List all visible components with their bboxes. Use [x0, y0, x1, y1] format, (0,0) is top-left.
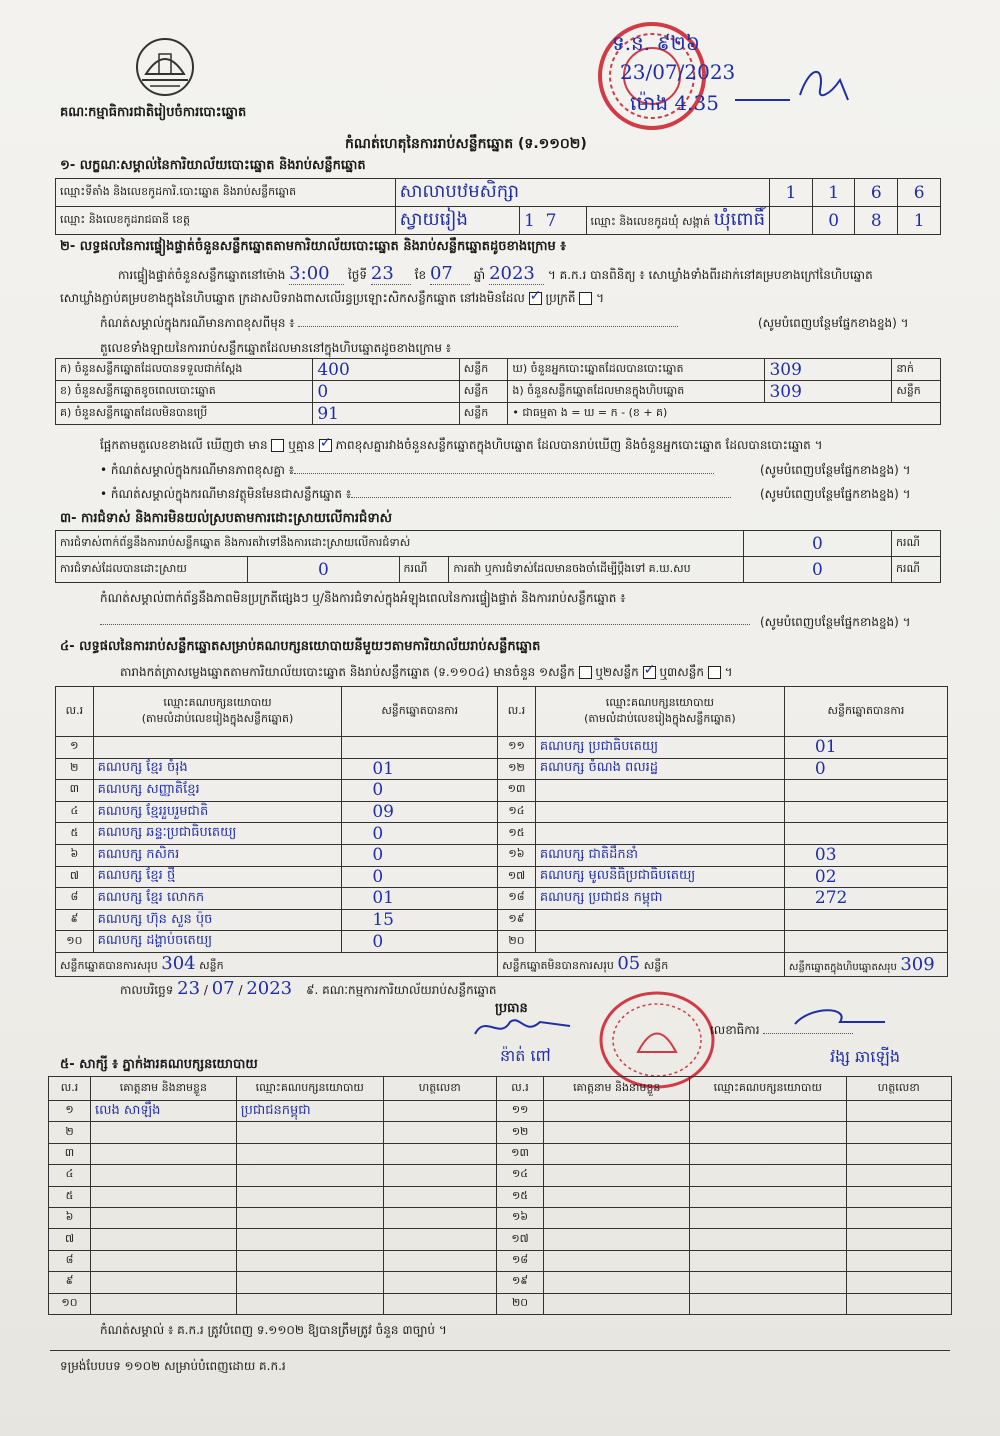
location-code-1[interactable]: 1 — [770, 179, 813, 207]
witness-signature[interactable] — [383, 1229, 496, 1250]
party-votes[interactable]: 0 — [342, 931, 498, 953]
compare-line: ផ្អែកតាមតួលេខខាងលើ ឃើញថា មាន ឬគ្មាន ✓ ភាពខុសគ្នារវាងចំនួនសន្លឹកឆ្នោតក្នុងហិបឆ្នោត ដែលបានរាប់ឃើញ និងចំនួនអ្នកបោះឆ្នោត ដែលបានបោះឆ្នោត ។ — [100, 437, 823, 455]
witness-table: ល.រ គោត្តនាម និងនាមខ្លួន ឈ្មោះគណបក្សនយោបាយ ហត្ថលេខា ល.រ គោត្តនាម និងនាមខ្លួន ឈ្មោះគណបក្សនយោបាយ ហត្ថលេខា ១ លេង សាឡឹង ប្រជាជនកម្ពុជា ១១ ២ ១២ ៣ ១៣ ៤ ១៤ ៥ ១៥ ៦ ១៦ ៧ ១៧ ៨ ១៨ ៩ ១៩ ១០ ២០ — [48, 1076, 952, 1315]
witness-party[interactable] — [690, 1207, 846, 1228]
witness-party[interactable] — [690, 1101, 846, 1122]
witness-party[interactable] — [690, 1250, 846, 1271]
province-label: ឈ្មោះ និងលេខកូដរាជធានី ខេត្ត — [56, 207, 396, 235]
commune-code-1[interactable]: 0 — [812, 207, 855, 235]
footer-rule — [50, 1350, 950, 1351]
count-row: ក) ចំនួនសន្លឹកឆ្នោតដែលបានទទួលជាក់ស្តែង 400 សន្លឹក ឃ) ចំនួនអ្នកបោះឆ្នោតដែលបានបោះឆ្នោត 309 នាក់ — [56, 359, 941, 381]
witness-name[interactable] — [90, 1207, 236, 1228]
party-name[interactable]: គណបក្ស ប្រជាធិបតេយ្យ — [535, 737, 784, 759]
witness-name[interactable] — [90, 1143, 236, 1164]
party-name[interactable]: គណបក្ស ជាតិដឹកនាំ — [535, 844, 784, 866]
row-number: ១៤ — [498, 801, 536, 823]
row-number: ៦ — [49, 1207, 91, 1228]
party-votes[interactable] — [784, 909, 947, 931]
party-name[interactable]: គណបក្ស ខ្មែរ ថ្មី — [93, 866, 342, 888]
witness-row — [49, 1101, 952, 1122]
witness-name[interactable] — [544, 1293, 690, 1314]
footer-text: ទម្រង់បែបបទ ១១០២ សម្រាប់បំពេញដោយ គ.ក.រ — [60, 1359, 286, 1373]
witness-signature[interactable] — [383, 1293, 496, 1314]
witness-party[interactable] — [690, 1272, 846, 1293]
witness-name[interactable] — [544, 1143, 690, 1164]
row-number: ១៨ — [496, 1250, 544, 1271]
foreign-object-bullet: • កំណត់សម្គាល់ក្នុងករណីមានវត្ថុមិនមែនជាសន្លឹកឆ្នោត ៖ — [100, 486, 731, 504]
witness-party[interactable] — [690, 1165, 846, 1186]
row-number: ៧ — [49, 1229, 91, 1250]
witness-row — [49, 1229, 952, 1250]
section1-table — [55, 178, 941, 235]
has-difference-checkbox[interactable] — [271, 439, 284, 452]
party-name[interactable]: គណបក្ស មូលនិធិប្រជាធិបតេយ្យ — [535, 866, 784, 888]
row-number: ១ — [56, 737, 94, 759]
count-row: ខ) ចំនួនសន្លឹកឆ្នោតខូចពេលបោះឆ្នោត 0 សន្លឹក ង) ចំនួនសន្លឹកឆ្នោតដែលមានក្នុងហិបឆ្នោត 309 សន្លឹក — [56, 381, 941, 403]
chair-signature — [470, 1012, 580, 1042]
witness-signature[interactable] — [383, 1122, 496, 1143]
party-row — [56, 801, 948, 823]
result-intro: តួលេខទាំងឡាយនៃការរាប់សន្លឹកឆ្នោតដែលមាននៅក្នុងហិបឆ្នោតដូចខាងក្រោម ៖ — [100, 341, 452, 355]
row-number: ៣ — [49, 1143, 91, 1164]
witness-name[interactable]: លេង សាឡឹង — [90, 1101, 236, 1122]
verification-line1: ការផ្ទៀងផ្ទាត់ចំនួនសន្លឹកឆ្នោតនៅម៉ោង 3:00 ថ្ងៃទី 23 ខែ 07 ឆ្នាំ 2023 ។ គ.ក.រ បានពិនិត្យ ៖ សោឃ្លាំងទាំងពីរដាក់នៅគម្របខាងក្រៅនៃហិបឆ្នោត — [118, 263, 873, 284]
witness-party[interactable] — [690, 1186, 846, 1207]
party-row — [56, 780, 948, 802]
commune-code-3[interactable]: 1 — [898, 207, 941, 235]
fill-hint-3: (សូមបំពេញបន្ថែមផ្នែកខាងខ្នង) ។ — [760, 487, 911, 501]
party-votes[interactable]: 01 — [342, 758, 498, 780]
party-votes[interactable]: 03 — [784, 844, 947, 866]
seal-damaged-checkbox[interactable] — [579, 292, 592, 305]
secretary-signature — [790, 1002, 890, 1032]
row-number: ១២ — [496, 1122, 544, 1143]
party-name[interactable]: គណបក្ស ហ៊ុន សួន ប៉ុច — [93, 909, 342, 931]
row-number: ៤ — [49, 1165, 91, 1186]
witness-signature[interactable] — [383, 1143, 496, 1164]
row-number: ១១ — [498, 737, 536, 759]
row-number: ៥ — [49, 1186, 91, 1207]
party-votes[interactable] — [784, 780, 947, 802]
signoff-date: កាលបរិច្ឆេទ 23 / 07 / 2023 ៩. គណៈកម្មការការិយាល័យរាប់សន្លឹកឆ្នោត — [120, 978, 497, 999]
location-value[interactable]: សាលាបឋមសិក្សា — [395, 179, 769, 207]
witness-signature[interactable] — [846, 1207, 951, 1228]
row-number: ៤ — [56, 801, 94, 823]
commune-label: ឈ្មោះ និងលេខកូដឃុំ សង្កាត់ — [590, 215, 711, 228]
count-table — [55, 358, 941, 425]
row-number: ១៩ — [496, 1272, 544, 1293]
party-votes[interactable]: 15 — [342, 909, 498, 931]
witness-party[interactable] — [236, 1165, 383, 1186]
resolved-count[interactable]: 0 — [248, 557, 399, 583]
location-label: ឈ្មោះទីតាំង និងលេខកូដការិ.បោះឆ្នោត និងរាប់សន្លឹកឆ្នោត — [56, 179, 396, 207]
commune-value[interactable]: ឃុំពោធិ៍ — [713, 209, 765, 230]
party-name[interactable]: គណបក្ស ខ្មែរ លោកក — [93, 888, 342, 910]
party-votes[interactable]: 02 — [784, 866, 947, 888]
one-sheet-checkbox[interactable] — [579, 666, 592, 679]
row-number: ១៦ — [496, 1207, 544, 1228]
party-votes[interactable] — [784, 801, 947, 823]
province-value[interactable]: ស្វាយរៀង — [395, 207, 519, 235]
row-number: ២ — [49, 1122, 91, 1143]
chair-name: ន៉ាត់ ពៅ — [500, 1046, 551, 1065]
commission-name: គណៈកម្មាធិការជាតិរៀបចំការបោះឆ្នោត — [60, 105, 247, 120]
witness-name[interactable] — [90, 1122, 236, 1143]
witness-name[interactable] — [544, 1165, 690, 1186]
row-number: ៨ — [56, 888, 94, 910]
party-votes[interactable]: 0 — [342, 823, 498, 845]
witness-row — [49, 1122, 952, 1143]
row-number: ៧ — [56, 866, 94, 888]
party-votes[interactable] — [784, 931, 947, 953]
party-row — [56, 888, 948, 910]
witness-name[interactable] — [90, 1293, 236, 1314]
box-total[interactable]: 309 — [900, 953, 935, 975]
party-name[interactable] — [535, 780, 784, 802]
witness-signature[interactable] — [383, 1101, 496, 1122]
witness-row — [49, 1186, 952, 1207]
commune-code-2[interactable]: 8 — [855, 207, 898, 235]
row-number: ១៧ — [496, 1229, 544, 1250]
row-number: ១៤ — [496, 1165, 544, 1186]
witness-party[interactable] — [236, 1143, 383, 1164]
row-number: ៥ — [56, 823, 94, 845]
party-name[interactable]: គណបក្ស ប្រជាជន កម្ពុជា — [535, 888, 784, 910]
location-code-4[interactable]: 6 — [898, 179, 941, 207]
three-sheets-checkbox[interactable] — [708, 666, 721, 679]
objections-count[interactable]: 0 — [743, 531, 891, 557]
verification-month[interactable]: 07 — [430, 263, 470, 285]
row-number: ១២ — [498, 758, 536, 780]
witness-signature[interactable] — [383, 1165, 496, 1186]
witness-signature[interactable] — [383, 1186, 496, 1207]
party-votes[interactable]: 0 — [342, 866, 498, 888]
row-number: ១៩ — [498, 909, 536, 931]
fill-hint-1: (សូមបំពេញបន្ថែមផ្នែកខាងខ្នង) ។ — [758, 316, 909, 330]
stamp-time: ម៉ោង 4.35 — [630, 91, 719, 115]
row-number: ១៦ — [498, 844, 536, 866]
party-votes[interactable]: 0 — [342, 844, 498, 866]
no-difference-checkbox[interactable] — [319, 439, 332, 452]
witness-row — [49, 1165, 952, 1186]
party-votes[interactable]: 01 — [784, 737, 947, 759]
difference-note: កំណត់សម្គាល់ក្នុងករណីមានភាពខុសពីមុន ៖ — [100, 315, 678, 333]
row-number: ៦ — [56, 844, 94, 866]
witness-signature[interactable] — [846, 1101, 951, 1122]
witness-signature[interactable] — [846, 1272, 951, 1293]
ballots-in-box[interactable]: 309 — [765, 381, 892, 403]
witness-party[interactable] — [236, 1229, 383, 1250]
verification-day[interactable]: 23 — [371, 263, 411, 285]
row-number: ១៧ — [498, 866, 536, 888]
row-number: ២ — [56, 758, 94, 780]
count-row: គ) ចំនួនសន្លឹកឆ្នោតដែលមិនបានប្រើ 91 សន្លឹក • ជាធម្មតា ង = ឃ = ក - (ខ + គ) — [56, 403, 941, 425]
party-row — [56, 737, 948, 759]
witness-row — [49, 1143, 952, 1164]
witness-signature[interactable] — [846, 1122, 951, 1143]
section5-heading: ៥- សាក្សី ៖ ភ្នាក់ងារគណបក្សនយោបាយ — [60, 1057, 258, 1072]
party-row — [56, 823, 948, 845]
official-stamp — [598, 990, 716, 1090]
party-name[interactable]: គណបក្ស សញ្ញាតិខ្មែរ — [93, 780, 342, 802]
witness-party[interactable] — [236, 1272, 383, 1293]
unused-ballots[interactable]: 91 — [313, 403, 459, 425]
witness-party[interactable] — [236, 1122, 383, 1143]
party-votes[interactable] — [342, 737, 498, 759]
row-number: ១១ — [496, 1101, 544, 1122]
party-name[interactable]: គណបក្ស កសិករ — [93, 844, 342, 866]
stamp-date: 23/07/2023 — [620, 60, 736, 84]
witness-row — [49, 1250, 952, 1271]
irregularity-note: កំណត់សម្គាល់ពាក់ព័ន្ធនឹងភាពមិនប្រក្រតីផ្សេងៗ ឬ/និងការជំទាស់ក្នុងអំឡុងពេលនៃការផ្ទៀងផ្ទាត់ និងការរាប់សន្លឹកឆ្នោត ៖ — [100, 591, 626, 605]
location-code-3[interactable]: 6 — [855, 179, 898, 207]
party-row — [56, 844, 948, 866]
row-number: ១៣ — [496, 1143, 544, 1164]
difference-bullet: • កំណត់សម្គាល់ក្នុងករណីមានភាពខុសគ្នា ៖ — [100, 462, 714, 480]
party-votes[interactable]: 09 — [342, 801, 498, 823]
witness-signature[interactable] — [383, 1272, 496, 1293]
party-votes[interactable] — [784, 823, 947, 845]
chair-label: ប្រធាន — [495, 1001, 528, 1016]
row-number: ២០ — [498, 931, 536, 953]
party-name[interactable] — [93, 737, 342, 759]
witness-signature[interactable] — [383, 1207, 496, 1228]
witness-signature[interactable] — [846, 1165, 951, 1186]
row-number: ៨ — [49, 1250, 91, 1271]
row-number: ២០ — [496, 1293, 544, 1314]
party-row — [56, 909, 948, 931]
stamp-signature — [730, 60, 860, 110]
witness-name[interactable] — [544, 1122, 690, 1143]
party-votes[interactable]: 0 — [784, 758, 947, 780]
witness-row — [49, 1272, 952, 1293]
party-name[interactable]: គណបក្ស ចំណង ពលរដ្ឋ — [535, 758, 784, 780]
party-name[interactable]: គណបក្ស ខ្មែរ ចំរុង — [93, 758, 342, 780]
row-number: ១៨ — [498, 888, 536, 910]
verification-line2: សោឃ្លាំងភ្ជាប់គម្របខាងក្នុងនៃហិបឆ្នោត ក្រដាសបិទរាងពាសលើរន្ធប្រឡោះសិកសន្លឹកឆ្នោត នៅរងមិនដែល ✓ ប្រក្រតី ។ — [60, 290, 604, 308]
witness-signature[interactable] — [383, 1250, 496, 1271]
tally-sheet-line: តារាងកត់ត្រាសម្លេងឆ្នោតតាមការិយាល័យបោះឆ្នោត និងរាប់សន្លឹកឆ្នោត (ទ.១១០៤) មានចំនួន ១សន្លឹក ឬ២សន្លឹក ✓ ឬ៣សន្លឹក ។ — [120, 664, 733, 682]
voters-voted[interactable]: 309 — [765, 359, 892, 381]
witness-party[interactable] — [690, 1122, 846, 1143]
two-sheets-checkbox[interactable] — [643, 666, 656, 679]
irregularity-dots — [100, 614, 750, 628]
secretary-label: លេខាធិការ — [710, 1022, 853, 1040]
row-number: ១៣ — [498, 780, 536, 802]
row-number: ១៥ — [496, 1186, 544, 1207]
witness-row — [49, 1293, 952, 1314]
verification-year[interactable]: 2023 — [489, 263, 544, 285]
party-votes[interactable]: 0 — [342, 780, 498, 802]
fill-hint-4: (សូមបំពេញបន្ថែមផ្នែកខាងខ្នង) ។ — [760, 615, 911, 629]
party-results-table: ល.រ ឈ្មោះគណបក្សនយោបាយ (តាមលំដាប់លេខរៀងក្នុងសន្លឹកឆ្នោត) សន្លឹកឆ្នោតបានការ ល.រ ឈ្មោះគណបក្សនយោបាយ (តាមលំដាប់លេខរៀងក្នុងសន្លឹកឆ្នោត) សន្លឹកឆ្នោតបានការ ១ ១១ គណបក្ស ប្រជាធិបតេយ្យ 01 ២ គណបក្ស ខ្មែរ ចំរុង 01 ១២ គណបក្ស ចំណង ពលរដ្ឋ 0 ៣ គណបក្ស សញ្ញាតិខ្មែរ 0 ១៣ ៤ គណបក្ស ខ្មែររួបរួមជាតិ 09 ១៤ ៥ គណបក្ស ឆន្ទៈប្រជាធិបតេយ្យ 0 ១៥ ៦ គណបក្ស កសិករ 0 ១៦ គណបក្ស ជាតិដឹកនាំ 03 ៧ គណបក្ស ខ្មែរ ថ្មី 0 ១៧ គណបក្ស មូលនិធិប្រជាធិបតេយ្យ 02 ៨ គណបក្ស ខ្មែរ លោកក 01 ១៨ គណបក្ស ប្រជាជន កម្ពុជា 272 ៩ គណបក្ស ហ៊ុន សួន ប៉ុច 15 ១៩ ១០ គណបក្ស ដង្ហាប់ចតេយ្យ 0 ២០ សន្លឹកឆ្នោតបានការសរុប 304 សន្លឹក សន្លឹកឆ្នោតមិនបានការសរុប 05 សន្លឹក សន្លឹកឆ្នោតក្នុងហិបឆ្នោតសរុប 309 — [55, 686, 948, 977]
party-votes[interactable]: 01 — [342, 888, 498, 910]
party-name[interactable] — [535, 931, 784, 953]
witness-name[interactable] — [90, 1250, 236, 1271]
section1-heading: ១- លក្ខណៈសម្គាល់នៃការិយាល័យបោះឆ្នោត និងរាប់សន្លឹកឆ្នោត — [60, 158, 366, 173]
witness-name[interactable] — [90, 1186, 236, 1207]
section3-heading: ៣- ការជំទាស់ និងការមិនយល់ស្របតាមការដោះស្រាយលើការជំទាស់ — [60, 511, 392, 526]
witness-party[interactable] — [690, 1143, 846, 1164]
verification-time[interactable]: 3:00 — [289, 263, 344, 285]
witness-signature[interactable] — [846, 1186, 951, 1207]
witness-name[interactable] — [544, 1207, 690, 1228]
witness-party[interactable] — [236, 1293, 383, 1314]
witness-row — [49, 1207, 952, 1228]
objection-table: ការជំទាស់ពាក់ព័ន្ធនឹងការរាប់សន្លឹកឆ្នោត និងការតវ៉ាទៅនឹងការដោះស្រាយលើការជំទាស់ 0 ករណី ការជំទាស់ដែលបានដោះស្រាយ 0 ករណី ការតវ៉ា ឬការជំទាស់ដែលមានចងចាំដើម្បីប្តឹងទៅ គ.ឃ.សប 0 ករណី — [55, 530, 941, 583]
party-votes[interactable]: 272 — [784, 888, 947, 910]
spoiled-ballots[interactable]: 0 — [313, 381, 459, 403]
row-number: ១០ — [56, 931, 94, 953]
witness-signature[interactable] — [846, 1229, 951, 1250]
party-name[interactable]: គណបក្ស ឆន្ទៈប្រជាធិបតេយ្យ — [93, 823, 342, 845]
witness-party[interactable] — [236, 1186, 383, 1207]
party-name[interactable] — [535, 801, 784, 823]
witness-name[interactable] — [90, 1165, 236, 1186]
party-row — [56, 931, 948, 953]
party-row — [56, 866, 948, 888]
witness-party[interactable]: ប្រជាជនកម្ពុជា — [236, 1101, 383, 1122]
party-name[interactable] — [535, 823, 784, 845]
valid-total[interactable]: 304 — [161, 953, 196, 975]
witness-name[interactable] — [90, 1229, 236, 1250]
witness-signature[interactable] — [846, 1250, 951, 1271]
form-title: កំណត់ហេតុនៃការរាប់សន្លឹកឆ្នោត (ទ.១១០២) — [345, 136, 587, 152]
location-code-2[interactable]: 1 — [812, 179, 855, 207]
row-number: ៩ — [56, 909, 94, 931]
witness-name[interactable] — [544, 1101, 690, 1122]
row-number: ១ — [49, 1101, 91, 1122]
nec-emblem-icon — [132, 34, 198, 100]
received-ballots[interactable]: 400 — [313, 359, 459, 381]
witness-name[interactable] — [544, 1186, 690, 1207]
section2-heading: ២- លទ្ធផលនៃការផ្ទៀងផ្ទាត់ចំនួនសន្លឹកឆ្នោតតាមការិយាល័យបោះឆ្នោត និងរាប់សន្លឹកឆ្នោតដូចខាងក្រោម ៖ — [60, 239, 566, 254]
fill-hint-2: (សូមបំពេញបន្ថែមផ្នែកខាងខ្នង) ។ — [760, 463, 911, 477]
witness-party[interactable] — [236, 1207, 383, 1228]
appeal-count[interactable]: 0 — [743, 557, 891, 583]
copies-note: កំណត់សម្គាល់ ៖ គ.ក.រ ត្រូវបំពេញ ទ.១១០២ ឱ្យបានត្រឹមត្រូវ ចំនួន ៣ច្បាប់ ។ — [100, 1323, 447, 1337]
row-number: ៣ — [56, 780, 94, 802]
party-name[interactable] — [535, 909, 784, 931]
section4-heading: ៤- លទ្ធផលនៃការរាប់សន្លឹកឆ្នោតសម្រាប់គណបក្សនយោបាយនីមួយៗតាមការិយាល័យរាប់សន្លឹកឆ្នោត — [60, 639, 541, 654]
witness-signature[interactable] — [846, 1293, 951, 1314]
witness-signature[interactable] — [846, 1143, 951, 1164]
witness-name[interactable] — [544, 1272, 690, 1293]
province-code[interactable]: 1 7 — [520, 207, 587, 235]
witness-party[interactable] — [690, 1293, 846, 1314]
row-number: ១០ — [49, 1293, 91, 1314]
witness-party[interactable] — [236, 1250, 383, 1271]
party-name[interactable]: គណបក្ស ខ្មែររួបរួមជាតិ — [93, 801, 342, 823]
party-name[interactable]: គណបក្ស ដង្ហាប់ចតេយ្យ — [93, 931, 342, 953]
stamp-number: ទ.ន. ៩២៦ — [612, 31, 700, 55]
witness-name[interactable] — [544, 1250, 690, 1271]
witness-party[interactable] — [690, 1229, 846, 1250]
secretary-name: វង្ស ឆាឡើង — [830, 1047, 901, 1066]
seal-intact-checkbox[interactable] — [529, 292, 542, 305]
row-number: ៩ — [49, 1272, 91, 1293]
invalid-total[interactable]: 05 — [617, 953, 641, 975]
party-row — [56, 758, 948, 780]
row-number: ១៥ — [498, 823, 536, 845]
witness-name[interactable] — [544, 1229, 690, 1250]
witness-name[interactable] — [90, 1272, 236, 1293]
